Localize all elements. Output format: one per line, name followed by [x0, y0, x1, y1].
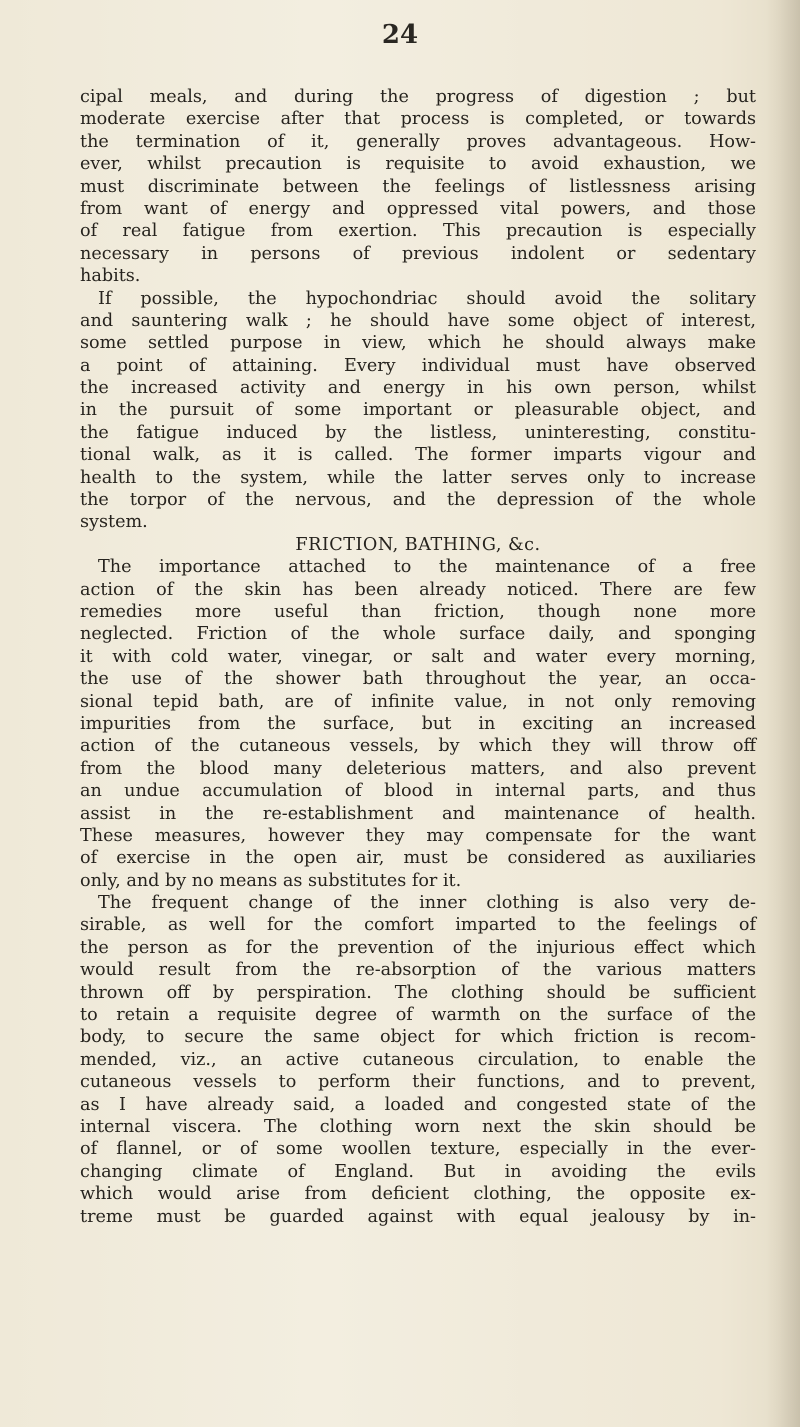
text-line: and sauntering walk ; he should have some object of interest,: [80, 310, 756, 331]
text-line: internal viscera. The clothing worn next the skin should be: [80, 1116, 756, 1137]
text-line: The importance attached to the maintenance of a free: [98, 557, 756, 578]
text-line: tional walk, as it is called. The former imparts vigour and: [80, 445, 756, 466]
text-line: changing climate of England. But in avoiding the evils: [80, 1161, 756, 1182]
text-line: mended, viz., an active cutaneous circulation, to enable the: [80, 1049, 756, 1070]
text-line: the person as for the prevention of the injurious effect which: [80, 937, 756, 958]
text-line: If possible, the hypochondriac should avoid the solitary: [98, 288, 756, 309]
text-line: would result from the re-absorption of the various matters: [80, 960, 756, 981]
text-line: action of the cutaneous vessels, by which they will throw off: [80, 736, 756, 757]
text-line: ever, whilst precaution is requisite to avoid exhaustion, we: [80, 154, 756, 175]
text-line: health to the system, while the latter serves only to increase: [80, 467, 756, 488]
text-line: body, to secure the same object for which friction is recom-: [80, 1027, 756, 1048]
text-line: some settled purpose in view, which he should always make: [80, 333, 756, 354]
text-line: habits.: [80, 266, 141, 287]
text-line: the termination of it, generally proves advantageous. How-: [80, 131, 756, 152]
body-text: [80, 86, 756, 1228]
text-line: of exercise in the open air, must be considered as auxiliaries: [80, 848, 756, 869]
text-line: to retain a requisite degree of warmth on the surface of the: [80, 1005, 756, 1026]
text-line: the use of the shower bath throughout the year, an occa-: [80, 669, 756, 690]
text-line: of flannel, or of some woollen texture, especially in the ever-: [80, 1139, 756, 1160]
text-line: remedies more useful than friction, though none more: [80, 601, 756, 622]
text-line: the torpor of the nervous, and the depression of the whole: [80, 490, 756, 511]
text-line: cutaneous vessels to perform their functions, and to prevent,: [80, 1072, 756, 1093]
text-line: sirable, as well for the comfort imparted to the feelings of: [80, 915, 756, 936]
paragraphs-before-heading: [80, 86, 756, 534]
text-line: system.: [80, 512, 148, 533]
text-line: a point of attaining. Every individual must have observed: [80, 355, 756, 376]
text-line: in the pursuit of some important or pleasurable object, and: [80, 400, 756, 421]
text-line: the increased activity and energy in his own person, whilst: [80, 378, 756, 399]
text-line: cipal meals, and during the progress of digestion ; but: [80, 87, 756, 107]
text-line: These measures, however they may compensate for the want: [80, 825, 756, 846]
text-line: an undue accumulation of blood in internal parts, and thus: [80, 781, 756, 802]
text-line: necessary in persons of previous indolent or sedentary: [80, 243, 756, 264]
text-line: only, and by no means as substitutes for it.: [80, 870, 462, 891]
text-line: The frequent change of the inner clothing is also very de-: [98, 893, 756, 914]
text-line: as I have already said, a loaded and congested state of the: [80, 1094, 756, 1115]
section-heading: FRICTION, BATHING, &c.: [295, 534, 541, 555]
text-line: from the blood many deleterious matters, and also prevent: [80, 758, 756, 779]
text-line: it with cold water, vinegar, or salt and water every morning,: [80, 646, 756, 667]
text-line: of real fatigue from exertion. This precaution is especially: [80, 221, 756, 242]
text-line: moderate exercise after that process is completed, or towards: [80, 109, 756, 130]
text-line: thrown off by perspiration. The clothing should be sufficient: [80, 982, 756, 1003]
text-line: impurities from the surface, but in exciting an increased: [80, 713, 756, 734]
text-line: action of the skin has been already noticed. There are few: [80, 579, 756, 600]
text-line: the fatigue induced by the listless, uninteresting, constitu-: [80, 422, 756, 443]
text-line: treme must be guarded against with equal jealousy by in-: [80, 1206, 756, 1227]
text-line: which would arise from deficient clothing, the opposite ex-: [80, 1184, 756, 1205]
paragraphs-after-heading: [80, 556, 756, 1228]
text-line: assist in the re-establishment and maintenance of health.: [80, 803, 756, 824]
text-line: must discriminate between the feelings of listlessness arising: [80, 176, 756, 197]
page-number: 24: [381, 20, 419, 50]
text-line: neglected. Friction of the whole surface daily, and sponging: [80, 624, 756, 645]
text-line: from want of energy and oppressed vital powers, and those: [80, 198, 756, 219]
page-edge-shadow: [766, 0, 800, 1427]
text-line: sional tepid bath, are of infinite value, in not only removing: [80, 691, 756, 712]
